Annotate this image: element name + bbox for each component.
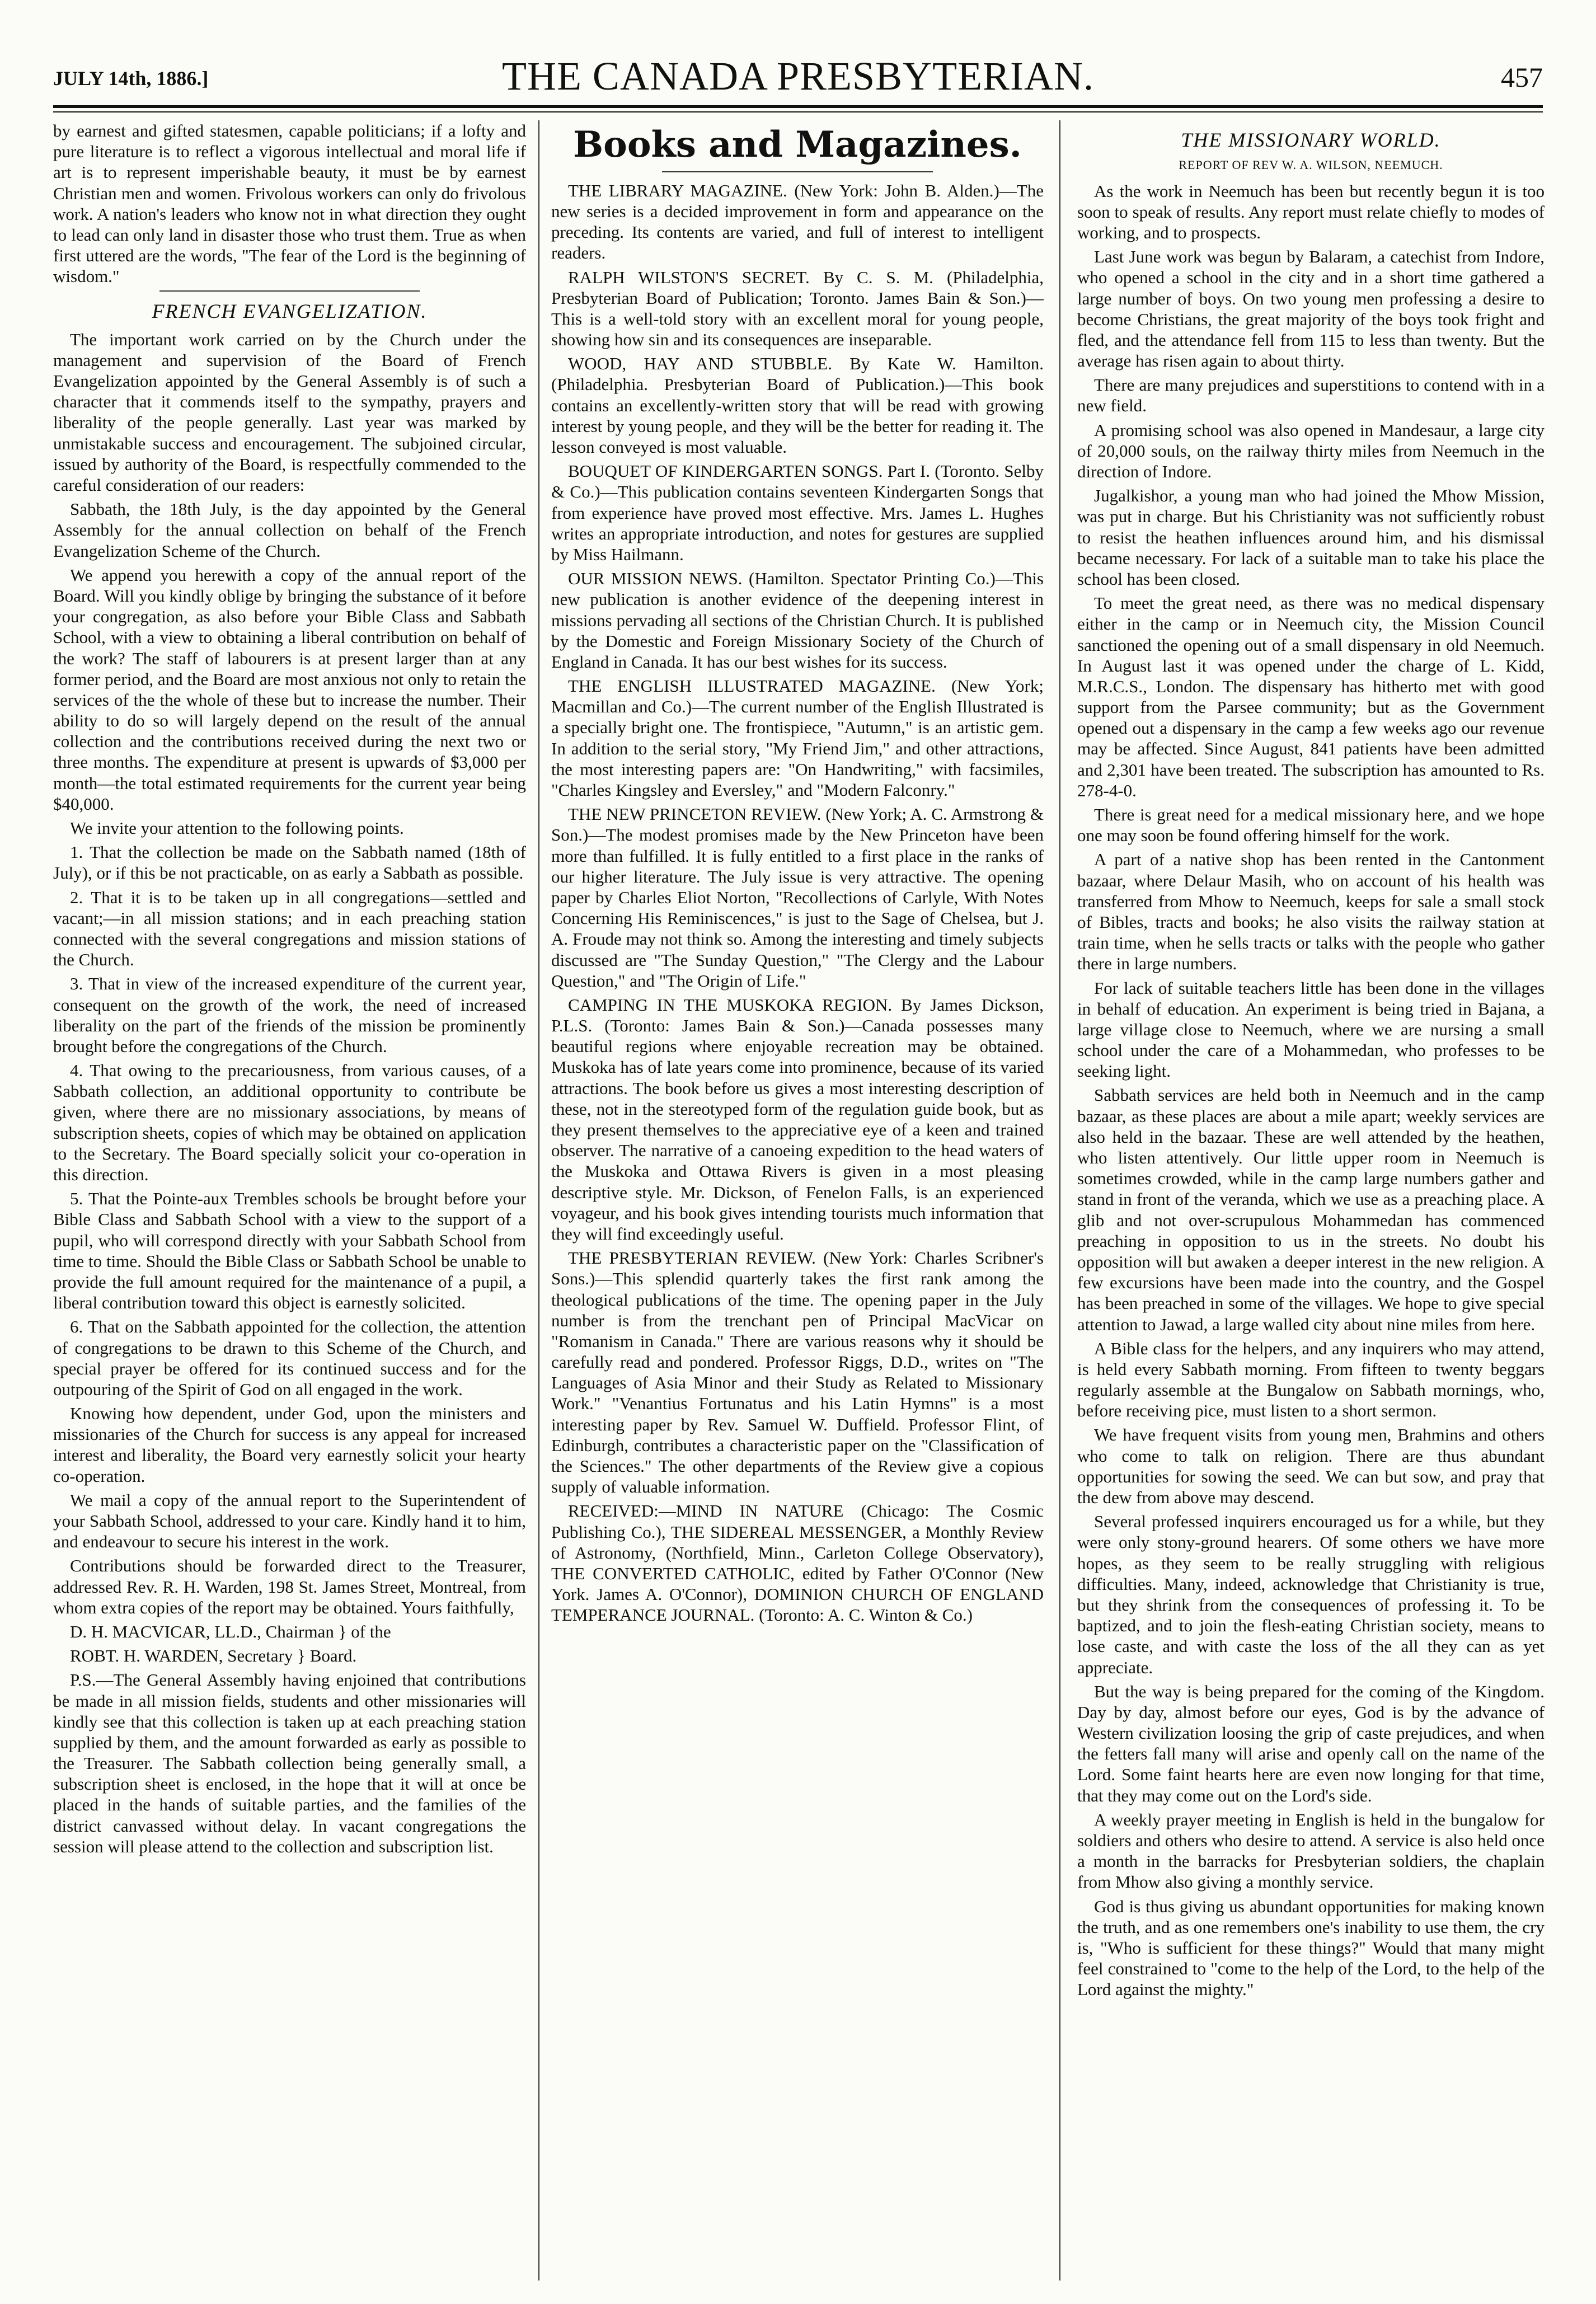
paragraph: Several professed inquirers encouraged us for a while, but they were only stony-ground hearers. Of some others we have more hopes, as they seem to be really struggling with religious difficulties. Many, indeed, acknowledge that Christianity is true, but they shrink from the consequences of professing it. To be baptized, and to join the flesh-eating Christian society, means to lose caste, and with caste the loss of the all they can as yet appreciate.	[1077, 1512, 1545, 1677]
review-entry: RECEIVED:—MIND IN NATURE (Chicago: The Cosmic Publishing Co.), THE SIDEREAL MESSENGER, a Monthly Review of Astronomy, (Northfield, Minn., Carleton College Observatory), THE CONVERTED CATHOLIC, edited by Father O'Connor (New York. James A. O'Connor), DOMINION CHURCH OF ENGLAND TEMPERANCE JOURNAL. (Toronto: A. C. Winton & Co.)	[551, 1501, 1044, 1625]
issue-date: JULY 14th, 1886.]	[53, 67, 209, 90]
paragraph: A Bible class for the helpers, and any inquirers who may attend, is held every Sabbath morning. From fifteen to twenty beggars regularly assemble at the Bungalow on Sabbath mornings, who, before receiving pice, must listen to a short sermon.	[1077, 1338, 1545, 1421]
review-entry: WOOD, HAY AND STUBBLE. By Kate W. Hamilton. (Philadelphia. Presbyterian Board of Publication.)—This book contains an excellently-written story that will be read with growing interest by young people, and they will be the better for reading it. The lesson conveyed is most valuable.	[551, 354, 1044, 457]
column-left	[53, 120, 526, 2280]
review-entry: THE PRESBYTERIAN REVIEW. (New York: Charles Scribner's Sons.)—This splendid quarterly takes the first rank among the theological publications of the time. The opening paper in the July number is from the trenchant pen of Principal MacVicar on "Romanism in Canada." There are various reasons why it should be carefully read and pondered. Professor Riggs, D.D., writes on "The Languages of Asia Minor and their Study as Related to Missionary Work." "Venantius Fortunatus and his Latin Hymns" is a most interesting paper by Rev. Samuel W. Duffield. Professor Flint, of Edinburgh, contributes a characteristic paper on the "Classification of the Sciences." The other departments of the Review give a copious supply of valuable information.	[551, 1248, 1044, 1497]
review-entry: RALPH WILSTON'S SECRET. By C. S. M. (Philadelphia, Presbyterian Board of Publication; Toronto. James Bain & Son.)—This is a well-told story with an excellent moral for young people, showing how sin and its consequences are inseparable.	[551, 267, 1044, 350]
paragraph: A promising school was also opened in Mandesaur, a large city of 20,000 souls, on the railway thirty miles from Neemuch in the direction of Indore.	[1077, 420, 1545, 482]
paragraph: There are many prejudices and superstitions to contend with in a new field.	[1077, 375, 1545, 416]
page-number: 457	[1501, 62, 1543, 93]
article-continuation: by earnest and gifted statesmen, capable politicians; if a lofty and pure literature is to reflect a vigorous intellectual and moral life if art is to represent imperishable beauty, it must be by earnest Christian men and women. Frivolous workers can only do frivolous work. A nation's leaders who know not in what direction they ought to lead can only land in disaster those who trust them. True as when first uttered are the words, "The fear of the Lord is the beginning of wisdom."	[53, 121, 526, 287]
paragraph: But the way is being prepared for the coming of the Kingdom. Day by day, almost before our eyes, God is by the advance of Western civilization loosing the grip of caste prejudices, and when the fetters fall many will arise and openly call on the name of the Lord. Some faint hearts here are even now longing for that time, that they may come out on the Lord's side.	[1077, 1681, 1545, 1805]
paragraph: To meet the great need, as there was no medical dispensary either in the camp or in Neemuch city, the Mission Council sanctioned the opening out of a small dispensary in old Neemuch. In August last it was opened under the charge of L. Kidd, M.R.C.S., London. The dispensary has hitherto met with good support from the Parsee community; but as the Government opened out a dispensary in the camp a few weeks ago our revenue may be affected. Since August, 841 patients have been admitted and 2,301 have been treated. The subscription has amounted to Rs. 278-4-0.	[1077, 593, 1545, 800]
paragraph: As the work in Neemuch has been but recently begun it is too soon to speak of results. Any report must relate chiefly to modes of working, and to prospects.	[1077, 181, 1545, 242]
section-heading-missionary-world: THE MISSIONARY WORLD.	[1181, 129, 1441, 151]
review-entry: THE ENGLISH ILLUSTRATED MAGAZINE. (New York; Macmillan and Co.)—The current number of the English Illustrated is a specially bright one. The frontispiece, "Autumn," is an artistic gem. In addition to the serial story, "My Friend Jim," and other attractions, the most interesting papers are: "On Handwriting," with facsimiles, "Charles Kingsley and Eversley," and "Modern Falconry."	[551, 676, 1044, 800]
paragraph: We append you herewith a copy of the annual report of the Board. Will you kindly oblige by bringing the substance of it before your congregation, as also before your Bible Class and Sabbath School, with a view to obtaining a liberal contribution on behalf of the work? The staff of labourers is at present larger than at any former period, and the Board are most anxious not only to retain the services of the the whole of these but to increase the number. Their ability to do so will largely depend on the result of the annual collection and the contributions received during the next two or three months. The expenditure at present is upwards of $3,000 per month—the total estimated requirements for the current year being $40,000.	[53, 565, 526, 814]
masthead	[53, 53, 1543, 98]
review-entry: CAMPING IN THE MUSKOKA REGION. By James Dickson, P.L.S. (Toronto: James Bain & Son.)—Canada possesses many beautiful regions where enjoyable recreation may be obtained. Muskoka has of late years come into prominence, because of its varied attractions. The book before us gives a most interesting description of these, not in the stereotyped form of the regulation guide book, but as they present themselves to the appreciative eye of a keen and trained observer. The narrative of a canoeing expedition to the head waters of the Muskoka and Ottawa Rivers is given in a most pleasing descriptive style. Mr. Dickson, of Fenelon Falls, is an experienced voyageur, and his book gives intending tourists much information that they will find exceedingly useful.	[551, 994, 1044, 1243]
paragraph: Jugalkishor, a young man who had joined the Mhow Mission, was put in charge. But his Christianity was not sufficiently robust to resist the heathen influences around him, and his dismissal became necessary. For lack of a suitable man to take his place the school has been closed.	[1077, 486, 1545, 589]
paragraph: 3. That in view of the increased expenditure of the current year, consequent on the growth of the work, the need of increased liberality on the part of the friends of the mission be prominently brought before the congregations of the Church.	[53, 974, 526, 1056]
paragraph: Contributions should be forwarded direct to the Treasurer, addressed Rev. R. H. Warden, 198 St. James Street, Montreal, from whom extra copies of the report may be obtained. Yours faithfully,	[53, 1556, 526, 1617]
paragraph: 4. That owing to the precariousness, from various causes, of a Sabbath collection, an additional opportunity to contribute be given, where there are no missionary associations, by means of subscription sheets, copies of which may be obtained on application to the Secretary. The Board specially solicit your co-operation in this direction.	[53, 1061, 526, 1184]
postscript: P.S.—The General Assembly having enjoined that contributions be made in all mission fields, students and other missionaries will kindly see that this collection is taken up at each preaching station supplied by them, and the amount forwarded as early as possible to the Treasurer. The Sabbath collection being generally small, a subscription sheet is enclosed, in the hope that it will at once be placed in the hands of suitable parties, and the families of the district canvassed without delay. In vacant congregations the session will please attend to the collection and subscription list.	[53, 1670, 526, 1856]
paragraph: 5. That the Pointe-aux Trembles schools be brought before your Bible Class and Sabbath School with a view to the support of a pupil, who will correspond directly with your Sabbath School from time to time. Should the Bible Class or Sabbath School be unable to provide the full amount required for the maintenance of a pupil, a liberal contribution toward this object is earnestly solicited.	[53, 1189, 526, 1313]
signature-secretary: ROBT. H. WARDEN, Secretary } Board.	[70, 1646, 357, 1666]
masthead-rule	[53, 105, 1543, 108]
paragraph: 2. That it is to be taken up in all congregations—settled and vacant;—in all mission stations; and in each preaching station connected with the several congregations and mission stations of the Church.	[53, 887, 526, 970]
column-divider	[538, 120, 539, 2280]
paragraph: Sabbath services are held both in Neemuch and in the camp bazaar, as these places are about a mile apart; weekly services are also held in the bazaar. These are well attended by the heathen, who listen attentively. Our little upper room in Neemuch is sometimes crowded, while in the camp large numbers gather and stand in front of the veranda, which we use as a preaching place. A glib and not over-scrupulous Mohammedan has commenced preaching in opposition to us in the streets. No doubt his opposition will but awaken a deeper interest in the new religion. A few excursions have been made into the country, and the Gospel has been preached in some of the villages. We hope to give special attention to Jawad, a large walled city about nine miles from here.	[1077, 1085, 1545, 1334]
review-entry: THE NEW PRINCETON REVIEW. (New York; A. C. Armstrong & Son.)—The modest promises made by the New Princeton have been more than fulfilled. It is fully entitled to a first place in the ranks of our higher literature. The July issue is very attractive. The opening paper by Charles Eliot Norton, "Recollections of Carlyle, With Notes Concerning His Reminiscences," is just to the Sage of Chelsea, but J. A. Froude may not think so. Among the interesting and timely subjects discussed are "The Sunday Question," "The Clergy and the Labour Question," and "The Origin of Life."	[551, 804, 1044, 991]
paragraph: We have frequent visits from young men, Brahmins and others who come to talk on religion. There are thus abundant opportunities for sowing the seed. We can but sow, and pray that the dew from above may descend.	[1077, 1425, 1545, 1508]
section-divider	[662, 171, 933, 172]
masthead-rule-thin	[53, 111, 1543, 112]
paragraph: Last June work was begun by Balaram, a catechist from Indore, who opened a school in the city and in a short time gathered a large number of boys. On two young men professing a desire to become Christians, the great majority of the boys took fright and fled, and the attendance fell from 115 to less than twenty. But the average has risen again to about thirty.	[1077, 247, 1545, 371]
paragraph: God is thus giving us abundant opportunities for making known the truth, and as one remembers one's inability to use them, the cry is, "Who is sufficient for these things?" Would that many might feel constrained to "come to the help of the Lord, to the help of the Lord against the mighty."	[1077, 1896, 1545, 2000]
paragraph: Knowing how dependent, under God, upon the ministers and missionaries of the Church for success is any appeal for increased interest and liberality, the Board very earnestly solicit your hearty co-operation.	[53, 1404, 526, 1486]
review-entry: BOUQUET OF KINDERGARTEN SONGS. Part I. (Toronto. Selby & Co.)—This publication contains seventeen Kindergarten Songs that from experience have proved most effective. Mrs. James L. Hughes writes an appropriate introduction, and notes for gestures are supplied by Miss Hailmann.	[551, 461, 1044, 564]
column-middle	[551, 120, 1044, 2280]
paragraph: A part of a native shop has been rented in the Cantonment bazaar, where Delaur Masih, who on account of his health was transferred from Mhow to Neemuch, keeps for sale a small stock of Bibles, tracts and books; he also visits the railway station at train time, when he sells tracts or talks with the people who gather there in large numbers.	[1077, 850, 1545, 974]
newspaper-title: THE CANADA PRESBYTERIAN.	[501, 54, 1095, 98]
paragraph: 6. That on the Sabbath appointed for the collection, the attention of congregations to be drawn to this Scheme of the Church, and special prayer be offered for its continued success and for the outpouring of the Spirit of God on all engaged in the work.	[53, 1317, 526, 1399]
paragraph: A weekly prayer meeting in English is held in the bungalow for soldiers and others who desire to attend. A service is also held once a month in the barracks for Presbyterian soldiers, the chaplain from Mhow also giving a monthly service.	[1077, 1809, 1545, 1892]
paragraph: The important work carried on by the Church under the management and supervision of the Board of French Evangelization appointed by the General Assembly is of such a character that it commends itself to the sympathy, prayers and liberality of the people generally. Last year was marked by unmistakable success and encouragement. The subjoined circular, issued by authority of the Board, is respectfully commended to the careful consideration of our readers:	[53, 329, 526, 495]
review-entry: THE LIBRARY MAGAZINE. (New York: John B. Alden.)—The new series is a decided improvement in form and appearance on the preceding. Its contents are varied, and full of interest to intelligent readers.	[551, 180, 1044, 263]
section-heading-books-and-magazines: Books and Magazines.	[573, 124, 1022, 166]
section-heading-french-evangelization: FRENCH EVANGELIZATION.	[152, 299, 428, 322]
paragraph: There is great need for a medical missionary here, and we hope one may soon be found offering himself for the work.	[1077, 805, 1545, 846]
column-divider	[1059, 120, 1060, 2280]
report-subheading: REPORT OF REV W. A. WILSON, NEEMUCH.	[1179, 158, 1443, 172]
section-divider	[159, 290, 420, 292]
paragraph: Sabbath, the 18th July, is the day appointed by the General Assembly for the annual collection on behalf of the French Evangelization Scheme of the Church.	[53, 499, 526, 561]
review-entry: OUR MISSION NEWS. (Hamilton. Spectator Printing Co.)—This new publication is another evidence of the deepening interest in missions pervading all sections of the Christian Church. It is published by the Domestic and Foreign Missionary Society of the Church of England in Canada. It has our best wishes for its success.	[551, 569, 1044, 672]
paragraph: We invite your attention to the following points.	[70, 818, 404, 838]
paragraph: For lack of suitable teachers little has been done in the villages in behalf of education. An experiment is being tried in Bajana, a large village close to Neemuch, where we are nursing a small school under the care of a Mohammedan, who professes to be seeking light.	[1077, 978, 1545, 1081]
paragraph: We mail a copy of the annual report to the Superintendent of your Sabbath School, addressed to your care. Kindly hand it to him, and endeavour to secure his interest in the work.	[53, 1490, 526, 1552]
column-right	[1077, 120, 1545, 2280]
paragraph: 1. That the collection be made on the Sabbath named (18th of July), or if this be not practicable, on as early a Sabbath as possible.	[53, 842, 526, 883]
signature-chairman: D. H. MACVICAR, LL.D., Chairman } of the	[70, 1621, 391, 1641]
